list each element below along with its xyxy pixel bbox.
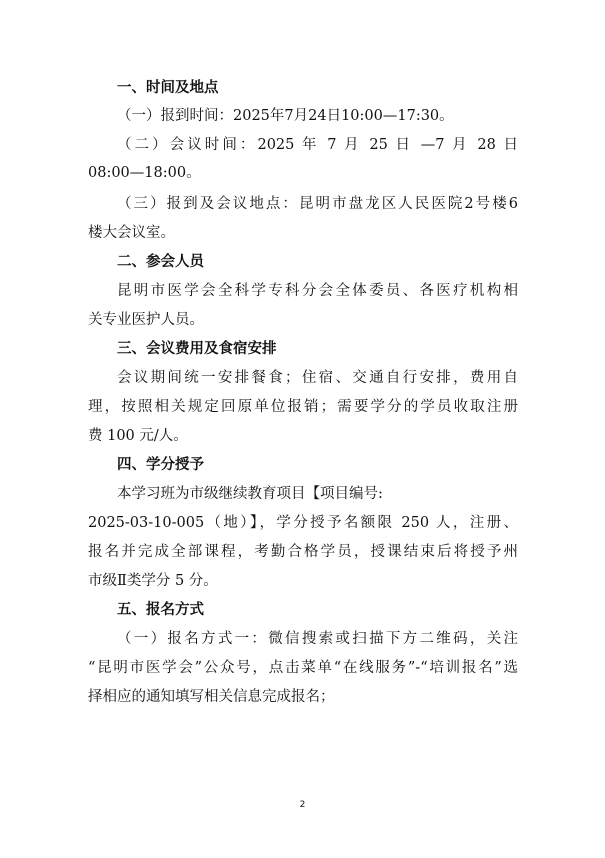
credits-line-3: 报名并完成全部课程，考勤合格学员，授课结束后将授予州: [88, 544, 518, 560]
section-3-heading: 三、会议费用及食宿安排: [117, 341, 277, 357]
credits-line-4: 市级Ⅱ类学分 5 分。: [88, 573, 218, 589]
credits-line-2: 2025-03-10-005（地）】，学分授予名额限 250 人，注册、: [88, 515, 518, 531]
page-number: 2: [299, 800, 306, 810]
section-2-heading: 二、参会人员: [117, 254, 204, 270]
checkin-time: （一）报到时间：2025年7月24日10:00—17:30。: [117, 108, 454, 124]
venue-line-1: （三）报到及会议地点：昆明市盘龙区人民医院2号楼6: [117, 196, 518, 212]
section-5-heading: 五、报名方式: [117, 602, 204, 618]
meeting-time-line-1: （二）会议时间：2025 年 7 月 25 日 —7 月 28 日: [117, 137, 518, 153]
section-4-heading: 四、学分授予: [117, 457, 204, 473]
registration-line-3: 择相应的通知填写相关信息完成报名；: [88, 689, 335, 705]
fees-line-2: 理，按照相关规定回原单位报销；需要学分的学员收取注册: [88, 399, 518, 415]
registration-line-2: “昆明市医学会”公众号，点击菜单“在线服务”-“培训报名”选: [88, 660, 518, 676]
fees-line-1: 会议期间统一安排餐食；住宿、交通自行安排，费用自: [117, 370, 518, 386]
credits-line-1: 本学习班为市级继续教育项目【项目编号:: [117, 486, 383, 502]
attendees-line-1: 昆明市医学会全科学专科分会全体委员、各医疗机构相: [117, 283, 518, 299]
venue-line-2: 楼大会议室。: [88, 225, 175, 241]
fees-line-3: 费 100 元/人。: [88, 428, 188, 444]
attendees-line-2: 关专业医护人员。: [88, 312, 204, 328]
registration-line-1: （一）报名方式一：微信搜索或扫描下方二维码，关注: [117, 631, 518, 647]
meeting-time-line-2: 08:00—18:00。: [88, 165, 201, 181]
section-1-heading: 一、时间及地点: [117, 80, 219, 96]
